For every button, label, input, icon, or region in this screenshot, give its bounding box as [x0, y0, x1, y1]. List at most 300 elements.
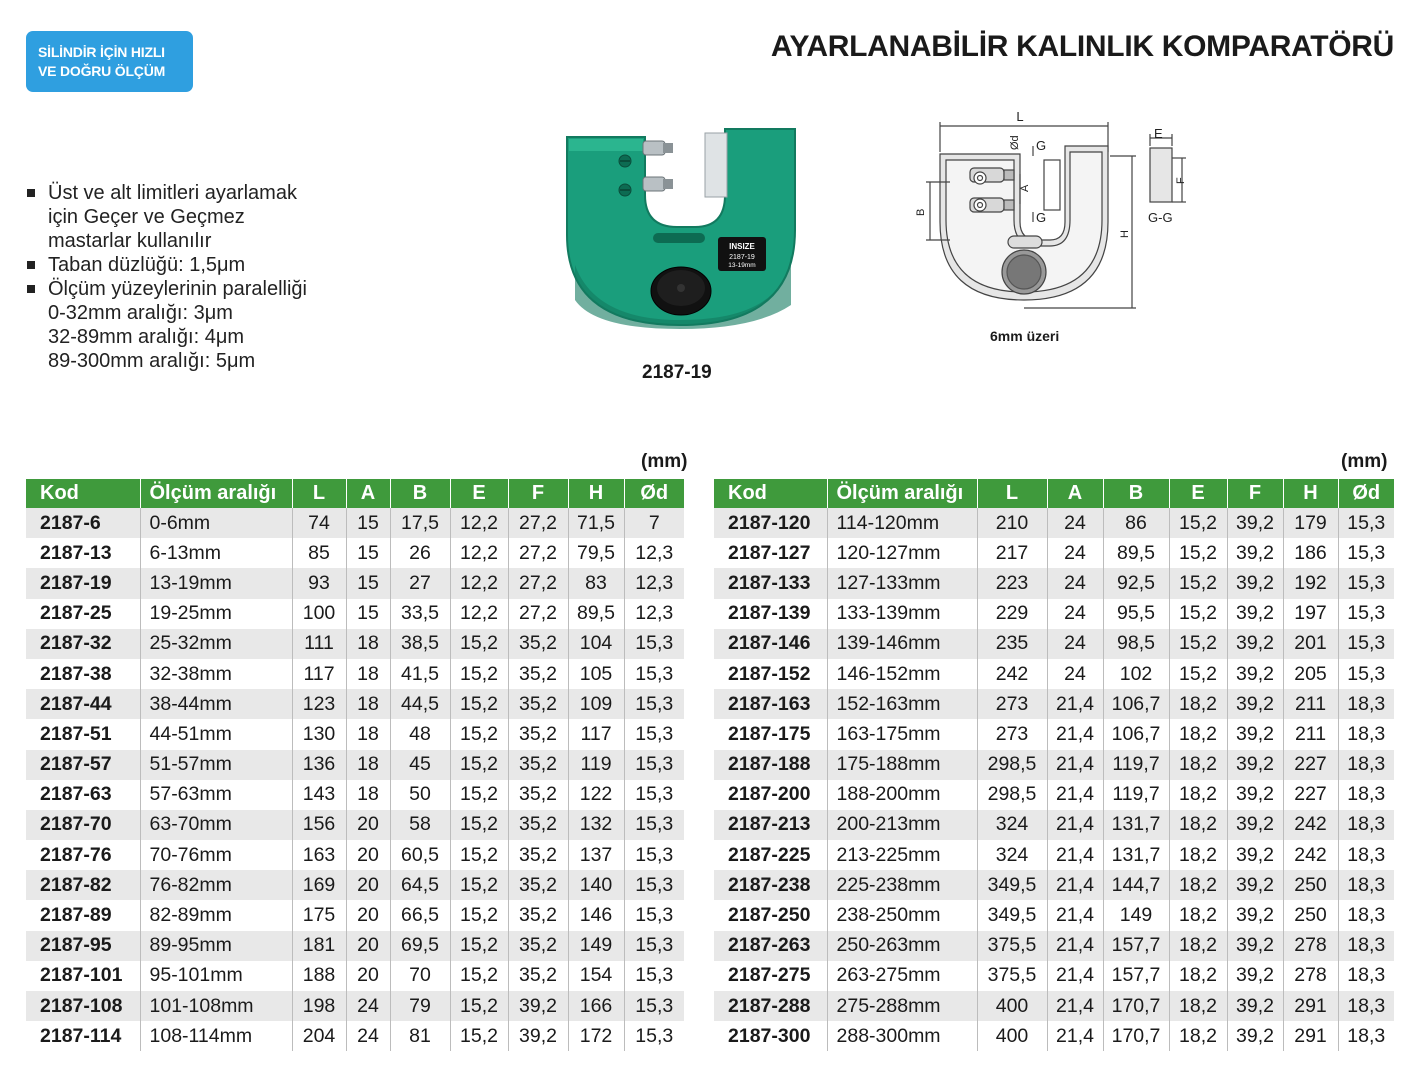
dimension-value: 349,5 [977, 900, 1047, 930]
table-row [26, 1021, 684, 1051]
dimension-value: 20 [346, 900, 390, 930]
dimension-value: 21,4 [1047, 689, 1103, 719]
product-code: 2187-213 [714, 810, 827, 840]
dimension-value: 242 [1283, 840, 1338, 870]
dimension-value: 38,5 [390, 629, 450, 659]
table-row [26, 840, 684, 870]
photo-caption: 2187-19 [642, 362, 712, 383]
dimension-value: 39,2 [1227, 568, 1283, 598]
dimension-value: 35,2 [508, 870, 568, 900]
dimension-value: 7 [624, 508, 684, 538]
unit-label-right: (mm) [1341, 451, 1388, 472]
dimension-value: 250 [1283, 900, 1338, 930]
product-code: 2187-127 [714, 538, 827, 568]
dimension-value: 105 [568, 659, 624, 689]
column-header: Kod [26, 479, 140, 508]
column-header: B [390, 479, 450, 508]
column-header: L [977, 479, 1047, 508]
product-code: 2187-19 [26, 568, 140, 598]
column-header: A [346, 479, 390, 508]
dimension-value: 50 [390, 780, 450, 810]
product-code: 2187-13 [26, 538, 140, 568]
table-row [26, 961, 684, 991]
table-row [26, 538, 684, 568]
dimension-value: 21,4 [1047, 719, 1103, 749]
dimension-value: 15,3 [624, 900, 684, 930]
table-row [26, 780, 684, 810]
dim-label-H: H [1119, 230, 1131, 238]
dimension-value: 242 [977, 659, 1047, 689]
dimension-value: 15,3 [624, 810, 684, 840]
dimension-value: 39,2 [1227, 1021, 1283, 1051]
dimension-value: 144,7 [1103, 870, 1169, 900]
dimension-value: 18,3 [1338, 780, 1394, 810]
measuring-range: 225-238mm [827, 870, 977, 900]
dimension-value: 131,7 [1103, 810, 1169, 840]
dimension-value: 15,2 [450, 750, 508, 780]
column-header: Ölçüm aralığı [140, 479, 292, 508]
column-header: F [1227, 479, 1283, 508]
dimension-value: 15,3 [624, 719, 684, 749]
measuring-range: 200-213mm [827, 810, 977, 840]
dimension-value: 170,7 [1103, 991, 1169, 1021]
dimension-value: 18 [346, 629, 390, 659]
product-illustration [555, 115, 805, 335]
dimension-value: 122 [568, 780, 624, 810]
dimension-value: 21,4 [1047, 931, 1103, 961]
dimension-value: 400 [977, 1021, 1047, 1051]
dimension-value: 12,3 [624, 538, 684, 568]
diagram-caption: 6mm üzeri [990, 328, 1060, 344]
dimension-value: 17,5 [390, 508, 450, 538]
dimension-value: 136 [292, 750, 346, 780]
dimension-value: 15,3 [624, 659, 684, 689]
measuring-range: 188-200mm [827, 780, 977, 810]
dimension-value: 15,2 [1169, 508, 1227, 538]
table-row [714, 961, 1394, 991]
dimension-value: 273 [977, 689, 1047, 719]
product-code: 2187-82 [26, 870, 140, 900]
dimension-value: 41,5 [390, 659, 450, 689]
dimension-value: 18,3 [1338, 689, 1394, 719]
dimension-value: 26 [390, 538, 450, 568]
dimension-value: 188 [292, 961, 346, 991]
dimension-value: 291 [1283, 991, 1338, 1021]
measuring-range: 152-163mm [827, 689, 977, 719]
dimension-value: 143 [292, 780, 346, 810]
dimension-value: 291 [1283, 1021, 1338, 1051]
dimension-value: 35,2 [508, 750, 568, 780]
product-code: 2187-275 [714, 961, 827, 991]
dimension-value: 83 [568, 568, 624, 598]
dimension-value: 15,3 [624, 840, 684, 870]
dimension-value: 273 [977, 719, 1047, 749]
table-row [26, 991, 684, 1021]
product-code: 2187-120 [714, 508, 827, 538]
table-row [26, 810, 684, 840]
dimension-value: 18 [346, 689, 390, 719]
dim-label-d: Ød [1009, 135, 1021, 150]
dimension-value: 15,2 [450, 780, 508, 810]
page-title: AYARLANABİLİR KALINLIK KOMPARATÖRÜ [770, 30, 1394, 63]
dimension-value: 24 [1047, 568, 1103, 598]
dimension-value: 45 [390, 750, 450, 780]
dimension-value: 15,2 [450, 900, 508, 930]
dimension-value: 18,2 [1169, 900, 1227, 930]
dimension-value: 18,2 [1169, 750, 1227, 780]
dimension-value: 89,5 [568, 599, 624, 629]
dimension-value: 146 [568, 900, 624, 930]
measuring-range: 275-288mm [827, 991, 977, 1021]
table-row [714, 931, 1394, 961]
dimension-value: 117 [292, 659, 346, 689]
measuring-range: 263-275mm [827, 961, 977, 991]
dimension-value: 18 [346, 659, 390, 689]
product-code: 2187-44 [26, 689, 140, 719]
dimension-value: 24 [1047, 508, 1103, 538]
measuring-range: 163-175mm [827, 719, 977, 749]
dimension-value: 15,3 [1338, 568, 1394, 598]
table-row [714, 900, 1394, 930]
dimension-value: 242 [1283, 810, 1338, 840]
dimension-value: 24 [1047, 538, 1103, 568]
dimension-diagram [910, 112, 1190, 322]
product-code: 2187-32 [26, 629, 140, 659]
dimension-value: 20 [346, 931, 390, 961]
dimension-value: 20 [346, 810, 390, 840]
measuring-range: 76-82mm [140, 870, 292, 900]
dimension-value: 15,3 [1338, 599, 1394, 629]
table-row [714, 629, 1394, 659]
measuring-range: 250-263mm [827, 931, 977, 961]
dimension-value: 15,3 [624, 991, 684, 1021]
dimension-value: 89,5 [1103, 538, 1169, 568]
measuring-range: 127-133mm [827, 568, 977, 598]
dimension-value: 21,4 [1047, 840, 1103, 870]
dimension-value: 18 [346, 780, 390, 810]
dimension-value: 250 [1283, 870, 1338, 900]
dimension-value: 157,7 [1103, 961, 1169, 991]
dimension-value: 64,5 [390, 870, 450, 900]
measuring-range: 70-76mm [140, 840, 292, 870]
dimension-value: 27,2 [508, 568, 568, 598]
product-code: 2187-95 [26, 931, 140, 961]
dimension-value: 18,2 [1169, 961, 1227, 991]
dimension-value: 35,2 [508, 961, 568, 991]
dimension-value: 186 [1283, 538, 1338, 568]
measuring-range: 89-95mm [140, 931, 292, 961]
dimension-value: 192 [1283, 568, 1338, 598]
dimension-value: 21,4 [1047, 870, 1103, 900]
dimension-value: 375,5 [977, 961, 1047, 991]
product-code: 2187-225 [714, 840, 827, 870]
dimension-value: 18,3 [1338, 719, 1394, 749]
table-row [714, 599, 1394, 629]
dimension-value: 18,2 [1169, 780, 1227, 810]
dimension-value: 39,2 [1227, 629, 1283, 659]
dimension-value: 20 [346, 840, 390, 870]
dimension-value: 35,2 [508, 629, 568, 659]
dimension-value: 27,2 [508, 599, 568, 629]
dimension-value: 15,2 [1169, 599, 1227, 629]
measuring-range: 82-89mm [140, 900, 292, 930]
table-row [714, 750, 1394, 780]
dimension-value: 24 [1047, 629, 1103, 659]
table-row [714, 991, 1394, 1021]
measuring-range: 38-44mm [140, 689, 292, 719]
dimension-value: 66,5 [390, 900, 450, 930]
dimension-value: 21,4 [1047, 1021, 1103, 1051]
measuring-range: 101-108mm [140, 991, 292, 1021]
column-header: Kod [714, 479, 827, 508]
dimension-value: 33,5 [390, 599, 450, 629]
dimension-value: 39,2 [1227, 870, 1283, 900]
table-row [26, 900, 684, 930]
dimension-value: 21,4 [1047, 900, 1103, 930]
product-code: 2187-300 [714, 1021, 827, 1051]
dimension-value: 39,2 [1227, 750, 1283, 780]
table-row [714, 538, 1394, 568]
dimension-value: 235 [977, 629, 1047, 659]
dim-label-g-bottom: G [1036, 210, 1047, 225]
product-code: 2187-133 [714, 568, 827, 598]
dimension-value: 24 [346, 991, 390, 1021]
dimension-value: 217 [977, 538, 1047, 568]
spec-table-right [714, 479, 1394, 1051]
dimension-value: 12,2 [450, 568, 508, 598]
dimension-value: 24 [1047, 659, 1103, 689]
product-code: 2187-139 [714, 599, 827, 629]
column-header: Ölçüm aralığı [827, 479, 977, 508]
dimension-value: 15,2 [450, 689, 508, 719]
product-code: 2187-70 [26, 810, 140, 840]
dimension-value: 201 [1283, 629, 1338, 659]
dimension-value: 111 [292, 629, 346, 659]
dimension-value: 18,3 [1338, 870, 1394, 900]
dimension-value: 15,3 [1338, 538, 1394, 568]
table-row [26, 568, 684, 598]
dimension-value: 95,5 [1103, 599, 1169, 629]
dimension-value: 15 [346, 599, 390, 629]
feature-list [26, 181, 307, 373]
dimension-value: 15,2 [450, 659, 508, 689]
dimension-value: 15,3 [624, 961, 684, 991]
dimension-value: 81 [390, 1021, 450, 1051]
measuring-range: 44-51mm [140, 719, 292, 749]
dimension-value: 24 [346, 1021, 390, 1051]
dimension-value: 18,2 [1169, 870, 1227, 900]
dimension-value: 204 [292, 1021, 346, 1051]
dimension-value: 18,2 [1169, 689, 1227, 719]
dimension-value: 69,5 [390, 931, 450, 961]
dimension-value: 18,2 [1169, 931, 1227, 961]
dimension-value: 35,2 [508, 900, 568, 930]
dimension-value: 298,5 [977, 780, 1047, 810]
dimension-value: 60,5 [390, 840, 450, 870]
dimension-value: 18,3 [1338, 991, 1394, 1021]
dimension-value: 15,2 [1169, 568, 1227, 598]
table-row [26, 719, 684, 749]
table-row [26, 931, 684, 961]
dimension-value: 15,2 [450, 991, 508, 1021]
dimension-value: 175 [292, 900, 346, 930]
dimension-value: 170,7 [1103, 1021, 1169, 1051]
dimension-value: 21,4 [1047, 961, 1103, 991]
dimension-value: 197 [1283, 599, 1338, 629]
dimension-value: 39,2 [1227, 599, 1283, 629]
column-header: H [568, 479, 624, 508]
dimension-value: 39,2 [508, 991, 568, 1021]
dimension-value: 119,7 [1103, 750, 1169, 780]
measuring-range: 120-127mm [827, 538, 977, 568]
dimension-value: 18,3 [1338, 961, 1394, 991]
spec-table-left [26, 479, 684, 1051]
measuring-range: 108-114mm [140, 1021, 292, 1051]
dimension-value: 119,7 [1103, 780, 1169, 810]
dimension-value: 21,4 [1047, 750, 1103, 780]
table-row [714, 568, 1394, 598]
dim-label-F: F [1175, 177, 1187, 184]
dimension-value: 15 [346, 508, 390, 538]
dimension-value: 93 [292, 568, 346, 598]
dimension-value: 15,2 [450, 870, 508, 900]
dimension-value: 15,3 [624, 629, 684, 659]
measuring-range: 0-6mm [140, 508, 292, 538]
table-row [714, 780, 1394, 810]
dimension-value: 35,2 [508, 931, 568, 961]
column-header: F [508, 479, 568, 508]
dimension-value: 229 [977, 599, 1047, 629]
dimension-value: 18,2 [1169, 810, 1227, 840]
measuring-range: 63-70mm [140, 810, 292, 840]
dimension-value: 70 [390, 961, 450, 991]
measuring-range: 133-139mm [827, 599, 977, 629]
product-code: 2187-146 [714, 629, 827, 659]
dimension-value: 400 [977, 991, 1047, 1021]
dim-label-L: L [1016, 112, 1024, 124]
dimension-value: 227 [1283, 750, 1338, 780]
dimension-value: 149 [568, 931, 624, 961]
dimension-value: 35,2 [508, 659, 568, 689]
measuring-range: 19-25mm [140, 599, 292, 629]
dimension-value: 15,2 [450, 719, 508, 749]
measuring-range: 175-188mm [827, 750, 977, 780]
dimension-value: 79,5 [568, 538, 624, 568]
dimension-value: 39,2 [1227, 840, 1283, 870]
product-code: 2187-89 [26, 900, 140, 930]
dimension-value: 140 [568, 870, 624, 900]
dimension-value: 39,2 [1227, 991, 1283, 1021]
dimension-value: 58 [390, 810, 450, 840]
dimension-value: 349,5 [977, 870, 1047, 900]
product-code: 2187-200 [714, 780, 827, 810]
product-code: 2187-76 [26, 840, 140, 870]
dimension-value: 39,2 [1227, 719, 1283, 749]
dimension-value: 18,3 [1338, 931, 1394, 961]
feature-line: Ölçüm yüzeylerinin paralelliği [26, 277, 307, 301]
dimension-value: 100 [292, 599, 346, 629]
dimension-value: 86 [1103, 508, 1169, 538]
dimension-value: 15 [346, 538, 390, 568]
column-header: Ød [624, 479, 684, 508]
table-row [714, 1021, 1394, 1051]
dimension-value: 179 [1283, 508, 1338, 538]
table-row [26, 659, 684, 689]
column-header: L [292, 479, 346, 508]
product-code: 2187-288 [714, 991, 827, 1021]
dimension-value: 18,2 [1169, 991, 1227, 1021]
dimension-value: 74 [292, 508, 346, 538]
feature-line: Taban düzlüğü: 1,5μm [26, 253, 307, 277]
feature-line: Üst ve alt limitleri ayarlamak [26, 181, 307, 205]
dimension-value: 35,2 [508, 780, 568, 810]
table-row [26, 689, 684, 719]
dimension-value: 15,2 [450, 931, 508, 961]
dimension-value: 15,3 [1338, 629, 1394, 659]
column-header: B [1103, 479, 1169, 508]
dimension-value: 15,2 [450, 840, 508, 870]
unit-label-left: (mm) [641, 451, 688, 472]
dim-label-B: B [915, 208, 927, 216]
dimension-value: 15,2 [450, 810, 508, 840]
dimension-value: 24 [1047, 599, 1103, 629]
dimension-value: 35,2 [508, 810, 568, 840]
dimension-value: 79 [390, 991, 450, 1021]
dimension-value: 324 [977, 840, 1047, 870]
table-row [714, 840, 1394, 870]
dimension-value: 44,5 [390, 689, 450, 719]
feature-line: 0-32mm aralığı: 3μm [48, 302, 233, 324]
product-code: 2187-263 [714, 931, 827, 961]
dimension-value: 205 [1283, 659, 1338, 689]
table-row [714, 689, 1394, 719]
dimension-value: 15,3 [1338, 659, 1394, 689]
table-row [26, 599, 684, 629]
dim-label-g-top: G [1036, 138, 1047, 153]
column-header: E [450, 479, 508, 508]
product-code: 2187-250 [714, 900, 827, 930]
dimension-value: 157,7 [1103, 931, 1169, 961]
dimension-value: 211 [1283, 719, 1338, 749]
dimension-value: 123 [292, 689, 346, 719]
product-code: 2187-108 [26, 991, 140, 1021]
measuring-range: 114-120mm [827, 508, 977, 538]
label-range: 13-19mm [728, 262, 756, 269]
dimension-value: 18,2 [1169, 840, 1227, 870]
dimension-value: 35,2 [508, 719, 568, 749]
product-code: 2187-188 [714, 750, 827, 780]
dimension-value: 15,3 [624, 1021, 684, 1051]
dimension-value: 227 [1283, 780, 1338, 810]
feature-line: 89-300mm aralığı: 5μm [48, 350, 256, 372]
dimension-value: 39,2 [1227, 689, 1283, 719]
table-row [26, 750, 684, 780]
dimension-value: 117 [568, 719, 624, 749]
dimension-value: 102 [1103, 659, 1169, 689]
dimension-value: 20 [346, 961, 390, 991]
dimension-value: 39,2 [508, 1021, 568, 1051]
dimension-value: 35,2 [508, 689, 568, 719]
dimension-value: 18,2 [1169, 1021, 1227, 1051]
measuring-range: 13-19mm [140, 568, 292, 598]
dimension-value: 15,2 [450, 1021, 508, 1051]
dimension-value: 27 [390, 568, 450, 598]
dimension-value: 27,2 [508, 538, 568, 568]
dimension-value: 163 [292, 840, 346, 870]
dimension-value: 15 [346, 568, 390, 598]
dimension-value: 18 [346, 719, 390, 749]
measuring-range: 213-225mm [827, 840, 977, 870]
